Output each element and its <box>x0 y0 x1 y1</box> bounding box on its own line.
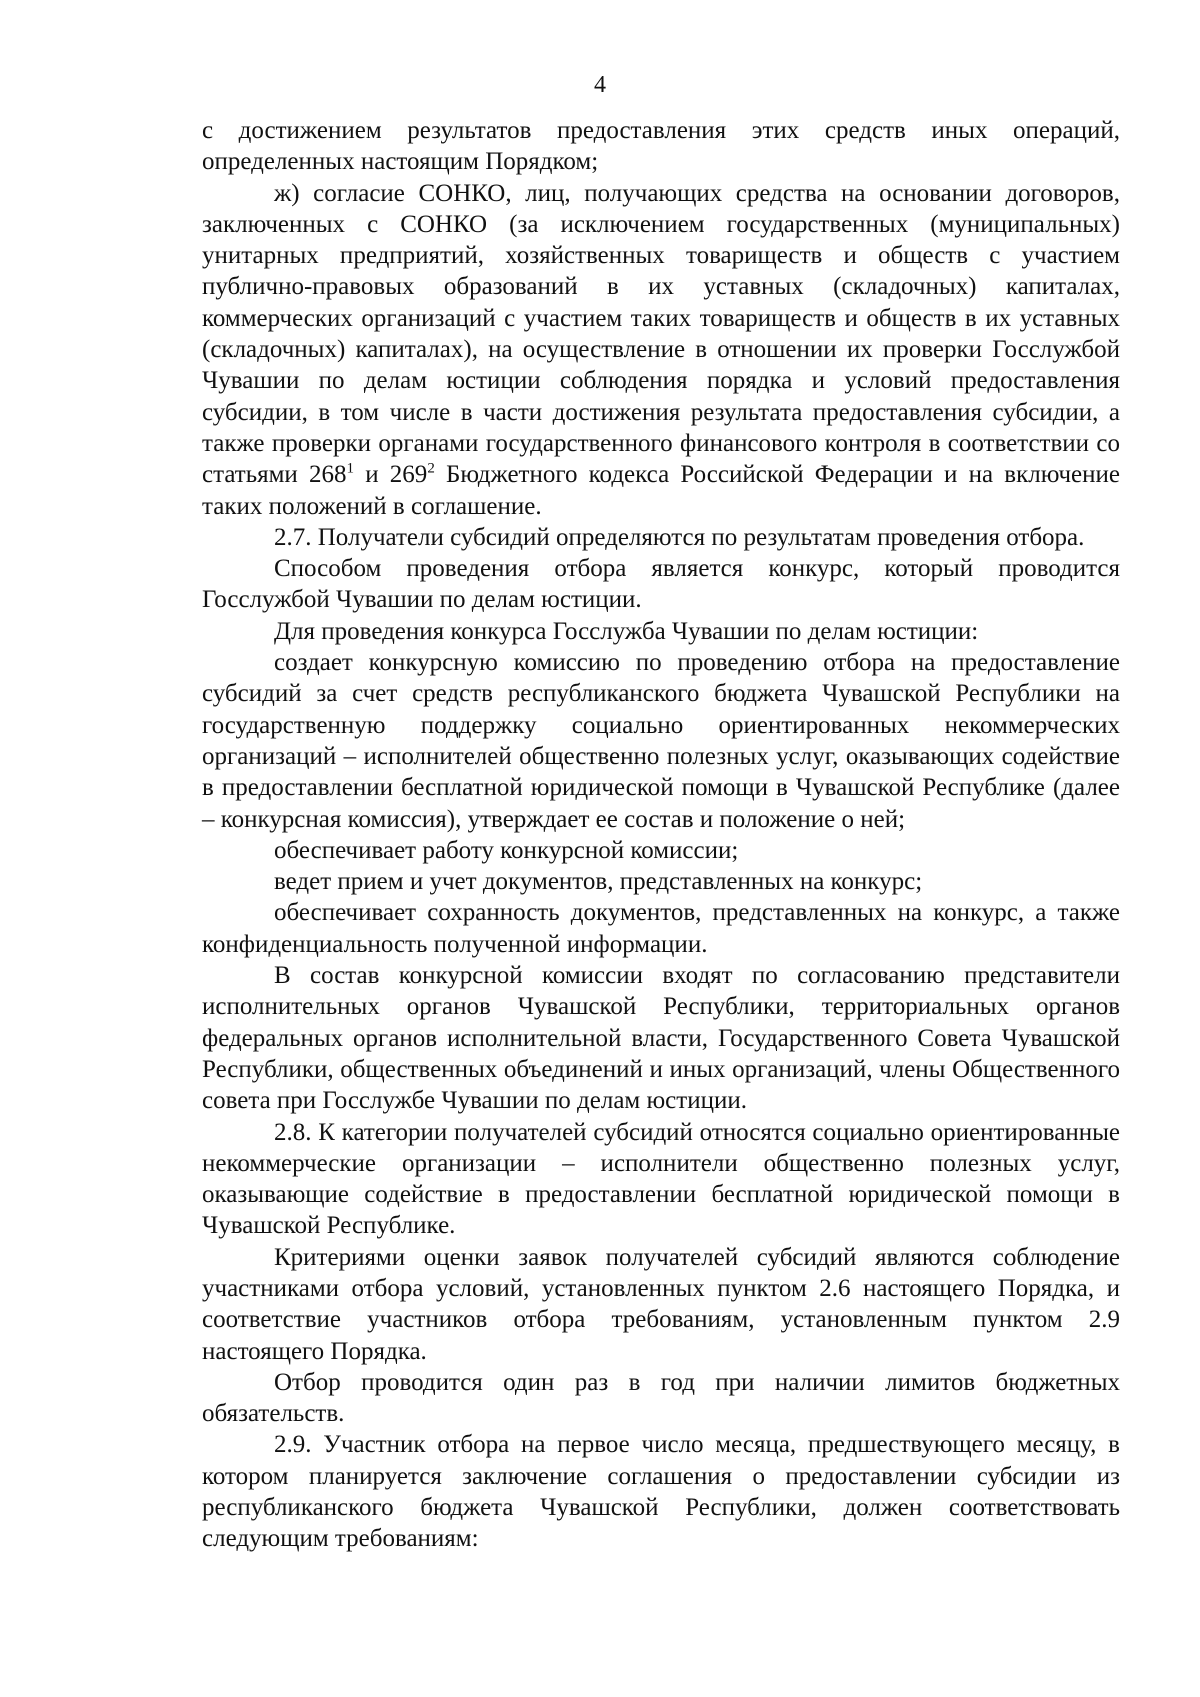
paragraph-text: ж) согласие СОНКО, лиц, получающих средства на основании договоров, заключенных с СОНКО (за исключением государственных (муниципальных) унитарных предприятий, хозяйственных товариществ и обществ с участием публично-правовых образований в их уставных (складочных) капиталах, коммерческих организаций с участием таких товариществ и обществ в их уставных (складочных) капиталах), на осуществление в отношении их проверки Госслужбой Чувашии по делам юстиции соблюдения порядка и условий предоставления субсидии, в том числе в части достижения результата предоставления субсидии, а также проверки органами государственного финансового контроля в соответствии со статьями 268 <box>202 179 1120 489</box>
paragraph: с достижением результатов предоставления этих средств иных операций, определенных настоящим Порядком; <box>202 117 1120 176</box>
paragraph: В состав конкурсной комиссии входят по согласованию представители исполнительных органов Чувашской Республики, территориальных органов федеральных органов исполнительной власти, Государственного Совета Чувашской Республики, общественных объединений и иных организаций, члены Общественного совета при Госслужбе Чувашии по делам юстиции. <box>202 962 1120 1115</box>
superscript: 2 <box>427 460 435 477</box>
paragraph: 2.8. К категории получателей субсидий относятся социально ориентированные некоммерческие организации – исполнители общественно полезных услуг, оказывающие содействие в предоставлении бесплатной юридической помощи в Чувашской Республике. <box>202 1118 1120 1240</box>
paragraph-text: и 269 <box>354 461 428 489</box>
paragraph: обеспечивает работу конкурсной комиссии; <box>274 836 739 864</box>
paragraph: Способом проведения отбора является конкурс, который проводится Госслужбой Чувашии по делам юстиции. <box>202 555 1120 614</box>
paragraph: создает конкурсную комиссию по проведению отбора на предоставление субсидий за счет средств республиканского бюджета Чувашской Республики на государственную поддержку социально ориентированных некоммерческих организаций – исполнителей общественно полезных услуг, оказывающих содействие в предоставлении бесплатной юридической помощи в Чувашской Республике (далее – конкурсная комиссия), утверждает ее состав и положение о ней; <box>202 649 1120 833</box>
page-number: 4 <box>594 72 606 98</box>
paragraph: ведет прием и учет документов, представленных на конкурс; <box>274 868 923 896</box>
paragraph: 2.7. Получатели субсидий определяются по результатам проведения отбора. <box>274 523 1085 551</box>
document-body <box>202 115 1120 1555</box>
paragraph: обеспечивает сохранность документов, представленных на конкурс, а также конфиденциальность полученной информации. <box>202 899 1120 958</box>
paragraph: Критериями оценки заявок получателей субсидий являются соблюдение участниками отбора условий, установленных пунктом 2.6 настоящего Порядка, и соответствие участников отбора требованиям, установленным пунктом 2.9 настоящего Порядка. <box>202 1243 1120 1365</box>
superscript: 1 <box>346 460 355 477</box>
paragraph-consent-clause <box>202 178 1120 522</box>
paragraph-text: Бюджетного кодекса Российской Федерации и на включение таких положений в соглашение. <box>202 461 1120 520</box>
paragraph: Отбор проводится один раз в год при наличии лимитов бюджетных обязательств. <box>202 1368 1120 1428</box>
paragraph: 2.9. Участник отбора на первое число месяца, предшествующего месяцу, в котором планируется заключение соглашения о предоставлении субсидии из республиканского бюджета Чувашской Республики, должен соответствовать следующим требованиям: <box>202 1431 1120 1553</box>
paragraph: Для проведения конкурса Госслужба Чувашии по делам юстиции: <box>274 617 979 645</box>
